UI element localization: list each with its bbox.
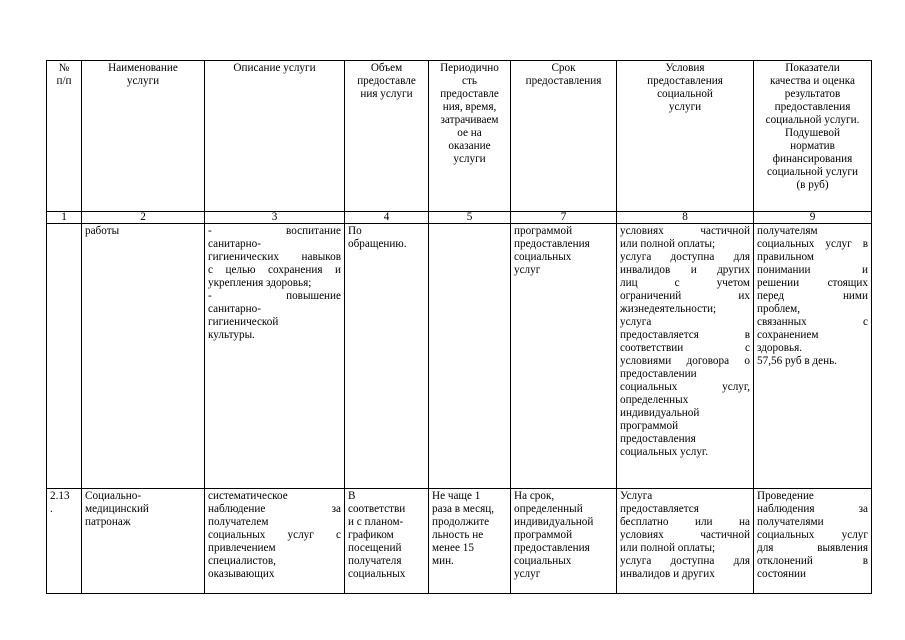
header-line: сть xyxy=(462,75,477,87)
cell-line: Социально- xyxy=(85,490,142,502)
header-line: п/п xyxy=(56,75,72,87)
cell-line: гигиенической xyxy=(208,316,279,328)
cell-periodicity xyxy=(429,489,511,594)
cell-indicators xyxy=(754,224,872,489)
header-line: затрачиваем xyxy=(440,114,499,126)
cell-line: посещений xyxy=(348,542,402,554)
cell-line: решении стоящих xyxy=(757,277,868,289)
cell-line: наблюдение за xyxy=(208,503,341,515)
cell-line: социальных xyxy=(348,568,406,580)
cell-line: оказывающих xyxy=(208,568,275,580)
cell-line: социальных услуг. xyxy=(620,446,709,458)
cell-line: отклонений в xyxy=(757,555,868,567)
cell-line: предоставления xyxy=(620,433,696,445)
cell-line: получателя xyxy=(348,555,402,567)
cell-line: получателям xyxy=(757,225,818,237)
cell-line: менее 15 xyxy=(432,542,474,554)
cell-line: для выявления xyxy=(757,542,868,554)
cell-line: определенных xyxy=(620,394,689,406)
cell-line: медицинский xyxy=(85,503,149,515)
header-cell-description xyxy=(205,61,345,212)
cell-line: программой xyxy=(514,225,573,237)
cell-line: Проведение xyxy=(757,490,814,502)
header-line: ния услуги xyxy=(360,88,413,100)
cell-line: социальных услуг, xyxy=(620,381,750,393)
column-number-row xyxy=(47,212,872,224)
cell-line: мин. xyxy=(432,555,454,567)
header-line: № xyxy=(58,62,70,74)
cell-line: социальных услуг в xyxy=(757,238,868,250)
cell-line: состоянии xyxy=(757,568,807,580)
cell-line: . xyxy=(50,503,53,515)
header-line: предоставления xyxy=(647,75,723,87)
cell-line: специалистов, xyxy=(208,555,276,567)
header-line: Показатели xyxy=(785,62,840,74)
cell-line: 57,56 руб в день. xyxy=(757,355,837,367)
column-number: 1 xyxy=(47,212,82,224)
cell-indicators xyxy=(754,489,872,594)
cell-line: условиях частичной xyxy=(620,529,750,541)
header-line: предоставления xyxy=(525,75,602,87)
cell-line: предоставлении xyxy=(620,368,697,380)
cell-line: лиц с учетом xyxy=(620,277,750,289)
cell-line: систематическое xyxy=(208,490,288,502)
cell-line: получателями xyxy=(757,516,824,528)
cell-line: гигиенических навыков xyxy=(208,251,341,263)
cell-line: индивидуальной xyxy=(514,516,594,528)
cell-line: условиях частичной xyxy=(620,225,750,237)
cell-line: социальных услуг с xyxy=(208,529,341,541)
header-line: социальной услуги xyxy=(767,166,858,178)
cell-line: - повышение xyxy=(208,290,341,302)
cell-line: здоровья. xyxy=(757,342,803,354)
cell-volume xyxy=(345,224,429,489)
cell-line: Не чаще 1 xyxy=(432,490,481,502)
header-cell-term xyxy=(511,61,617,212)
header-line: Наименование xyxy=(108,62,178,74)
header-line: Подушевой xyxy=(784,127,840,139)
cell-line: предоставляется в xyxy=(620,329,750,341)
header-line: Условия xyxy=(665,62,705,74)
cell-term xyxy=(511,489,617,594)
cell-line: По xyxy=(348,225,362,237)
cell-line: инвалидов и других xyxy=(620,568,715,580)
header-line: качества и оценка xyxy=(770,75,855,87)
cell-line: услуга xyxy=(620,316,652,328)
header-cell-volume xyxy=(345,61,429,212)
cell-line: или полной оплаты; xyxy=(620,542,716,554)
cell-line: жизнедеятельности; xyxy=(620,303,717,315)
cell-line: услуг xyxy=(514,264,541,276)
cell-line: графиком xyxy=(348,529,394,541)
cell-line: сохранением xyxy=(757,329,819,341)
cell-line: наблюдения за xyxy=(757,503,868,515)
header-line: (в руб) xyxy=(796,179,829,191)
cell-line: с целью сохранения и xyxy=(208,264,341,276)
cell-line: - воспитание xyxy=(208,225,341,237)
table-row xyxy=(47,224,872,489)
cell-line: В xyxy=(348,490,356,502)
cell-line: социальных xyxy=(514,555,572,567)
header-cell-periodicity xyxy=(429,61,511,212)
header-line: Периодично xyxy=(440,62,499,74)
cell-num xyxy=(47,489,82,594)
cell-line: программой xyxy=(514,529,573,541)
header-line: предоставления xyxy=(774,101,851,113)
cell-line: проблем, xyxy=(757,303,801,315)
cell-line: предоставляется xyxy=(620,503,699,515)
header-line: результатов xyxy=(784,88,841,100)
header-line: социальной xyxy=(657,88,713,100)
header-line: Описание услуги xyxy=(233,62,316,74)
cell-line: услуга доступна для xyxy=(620,251,750,263)
cell-line: социальных услуг xyxy=(757,529,868,541)
header-cell-conditions xyxy=(617,61,754,212)
cell-name xyxy=(82,489,205,594)
cell-line: программой xyxy=(620,420,679,432)
header-line: Срок xyxy=(551,62,576,74)
cell-description xyxy=(205,489,345,594)
cell-line: льность не xyxy=(432,529,484,541)
cell-line: предоставления xyxy=(514,238,590,250)
cell-line: инвалидов и других xyxy=(620,264,750,276)
cell-term xyxy=(511,224,617,489)
column-number: 9 xyxy=(754,212,872,224)
column-number: 4 xyxy=(345,212,429,224)
header-line: финансирования xyxy=(772,153,853,165)
cell-description xyxy=(205,224,345,489)
header-line: Объем xyxy=(370,62,403,74)
column-number: 7 xyxy=(511,212,617,224)
cell-line: соответстви xyxy=(348,503,406,515)
table-row xyxy=(47,489,872,594)
header-line: услуги xyxy=(126,75,160,87)
cell-line: получателем xyxy=(208,516,269,528)
cell-line: раза в месяц, xyxy=(432,503,495,515)
cell-line: патронаж xyxy=(85,516,131,528)
cell-line: индивидуальной xyxy=(620,407,700,419)
cell-line: бесплатно или на xyxy=(620,516,750,528)
cell-line: соответствии с xyxy=(620,342,750,354)
cell-line: понимании и xyxy=(757,264,868,276)
cell-line: социальных xyxy=(514,251,572,263)
cell-conditions xyxy=(617,224,754,489)
cell-line: или полной оплаты; xyxy=(620,238,716,250)
cell-line: 2.13 xyxy=(50,490,70,502)
cell-line: санитарно- xyxy=(208,238,261,250)
header-line: норматив xyxy=(790,140,835,152)
cell-line: ограничений их xyxy=(620,290,750,302)
header-line: услуги xyxy=(453,153,486,165)
cell-line: и с планом- xyxy=(348,516,404,528)
column-number: 3 xyxy=(205,212,345,224)
cell-line: На срок, xyxy=(514,490,555,502)
cell-line: услуга доступна для xyxy=(620,555,750,567)
header-line: предоставле xyxy=(357,75,416,87)
header-line: ния, время, xyxy=(442,101,497,113)
services-table xyxy=(46,60,872,594)
cell-periodicity xyxy=(429,224,511,489)
cell-line: обращению. xyxy=(348,238,407,250)
cell-line: культуры. xyxy=(208,329,255,341)
cell-line: определенный xyxy=(514,503,583,515)
cell-line: правильном xyxy=(757,251,814,263)
cell-line: перед ними xyxy=(757,290,868,302)
header-row xyxy=(47,61,872,212)
cell-line: связанных с xyxy=(757,316,868,328)
cell-conditions xyxy=(617,489,754,594)
header-line: социальной услуги. xyxy=(765,114,860,126)
header-line: предоставле xyxy=(440,88,499,100)
column-number: 2 xyxy=(82,212,205,224)
cell-line: Услуга xyxy=(620,490,653,502)
column-number: 8 xyxy=(617,212,754,224)
header-line: оказание xyxy=(448,140,491,152)
cell-line: привлечением xyxy=(208,542,276,554)
cell-line: продолжите xyxy=(432,516,490,528)
cell-name: работы xyxy=(82,224,205,489)
header-cell-name xyxy=(82,61,205,212)
header-line: ое на xyxy=(457,127,482,139)
header-cell-num xyxy=(47,61,82,212)
cell-line: санитарно- xyxy=(208,303,261,315)
cell-line: условиями договора о xyxy=(620,355,750,367)
cell-line: услуг xyxy=(514,568,541,580)
header-line: услуги xyxy=(668,101,702,113)
column-number: 5 xyxy=(429,212,511,224)
header-cell-indicators xyxy=(754,61,872,212)
cell-num xyxy=(47,224,82,489)
cell-line: укрепления здоровья; xyxy=(208,277,312,289)
cell-volume xyxy=(345,489,429,594)
cell-line: предоставления xyxy=(514,542,590,554)
